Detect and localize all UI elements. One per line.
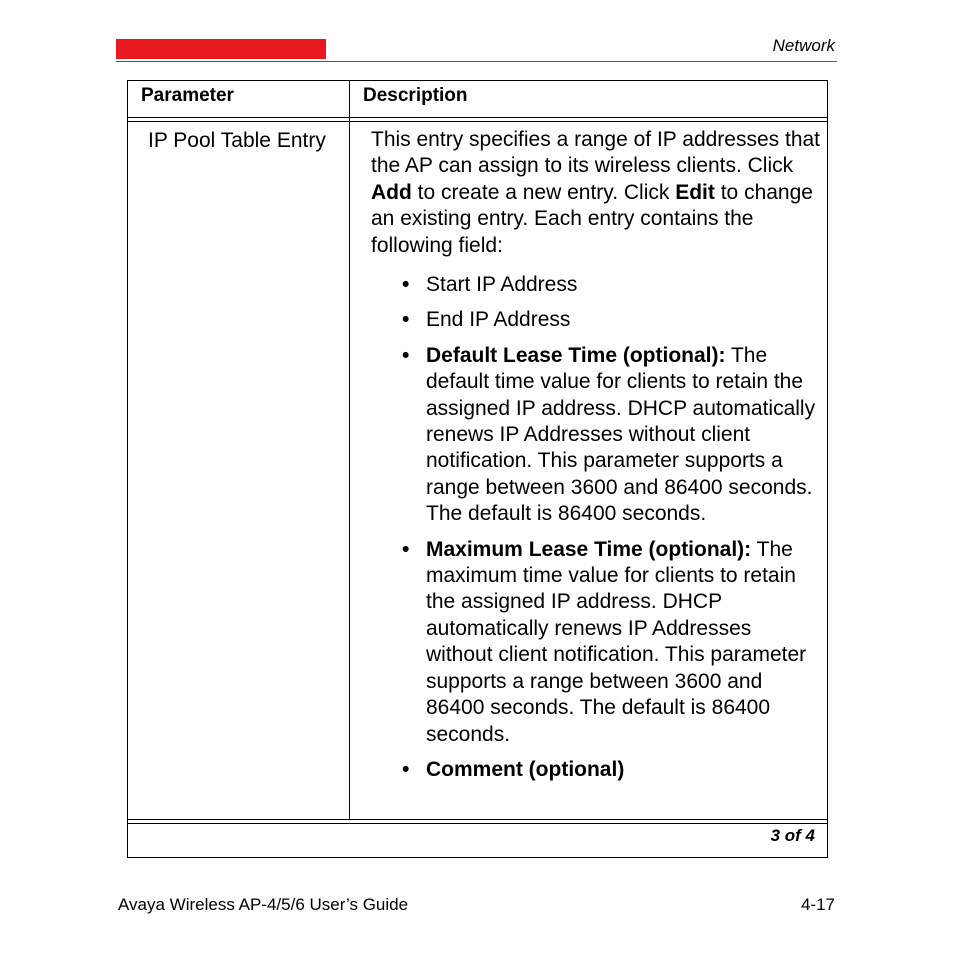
list-item (400, 757, 820, 783)
row-bottom-divider (128, 819, 827, 820)
header-accent-bar (116, 39, 326, 59)
list-item (400, 272, 820, 298)
column-divider (349, 81, 350, 819)
parameter-name: IP Pool Table Entry (148, 129, 326, 152)
item-label: Default Lease Time (optional): (426, 343, 726, 367)
bullet-icon: • (402, 308, 410, 332)
table-page-indicator: 3 of 4 (770, 826, 815, 845)
header-divider (128, 117, 827, 118)
item-label: Maximum Lease Time (optional): (426, 537, 752, 561)
bullet-icon: • (402, 273, 410, 296)
item-label: Comment (optional) (426, 757, 625, 781)
bullet-icon: • (402, 343, 410, 367)
bullet-icon: • (402, 757, 410, 781)
header-rule (116, 61, 837, 62)
item-text: The default time value for clients to retain the assigned IP address. DHCP automatically renews IP Addresses without client notification. This parameter supports a range between 3600 and 86400 seconds. The default is 86400 seconds. (426, 343, 816, 526)
bullet-icon: • (402, 537, 410, 561)
field-list (400, 272, 820, 792)
page-number: 4-17 (800, 895, 835, 914)
item-text: Start IP Address (426, 273, 578, 296)
guide-title: Avaya Wireless AP-4/5/6 User’s Guide (118, 895, 409, 914)
column-header-parameter: Parameter (141, 85, 234, 106)
list-item (400, 537, 820, 748)
intro-text-3: to change an existing entry. Each entry contains the following field: (371, 180, 813, 257)
header-divider-second (128, 121, 827, 122)
description-intro (371, 127, 821, 259)
parameter-table (127, 80, 828, 858)
row-bottom-divider-second (128, 823, 827, 824)
list-item (400, 307, 820, 333)
list-item (400, 343, 820, 528)
item-text: The maximum time value for clients to retain the assigned IP address. DHCP automatically renews IP Addresses without client notification. This parameter supports a range between 3600 and 86400 seconds. The default is 86400 seconds. (426, 537, 807, 746)
column-header-description: Description (363, 85, 468, 106)
intro-text-2: to create a new entry. Click (411, 180, 676, 204)
edit-keyword: Edit (675, 180, 715, 204)
section-title: Network (772, 36, 835, 55)
add-keyword: Add (371, 180, 412, 204)
item-text: End IP Address (426, 308, 571, 332)
intro-text-1: This entry specifies a range of IP addresses that the AP can assign to its wireless clients. Click (371, 128, 821, 178)
